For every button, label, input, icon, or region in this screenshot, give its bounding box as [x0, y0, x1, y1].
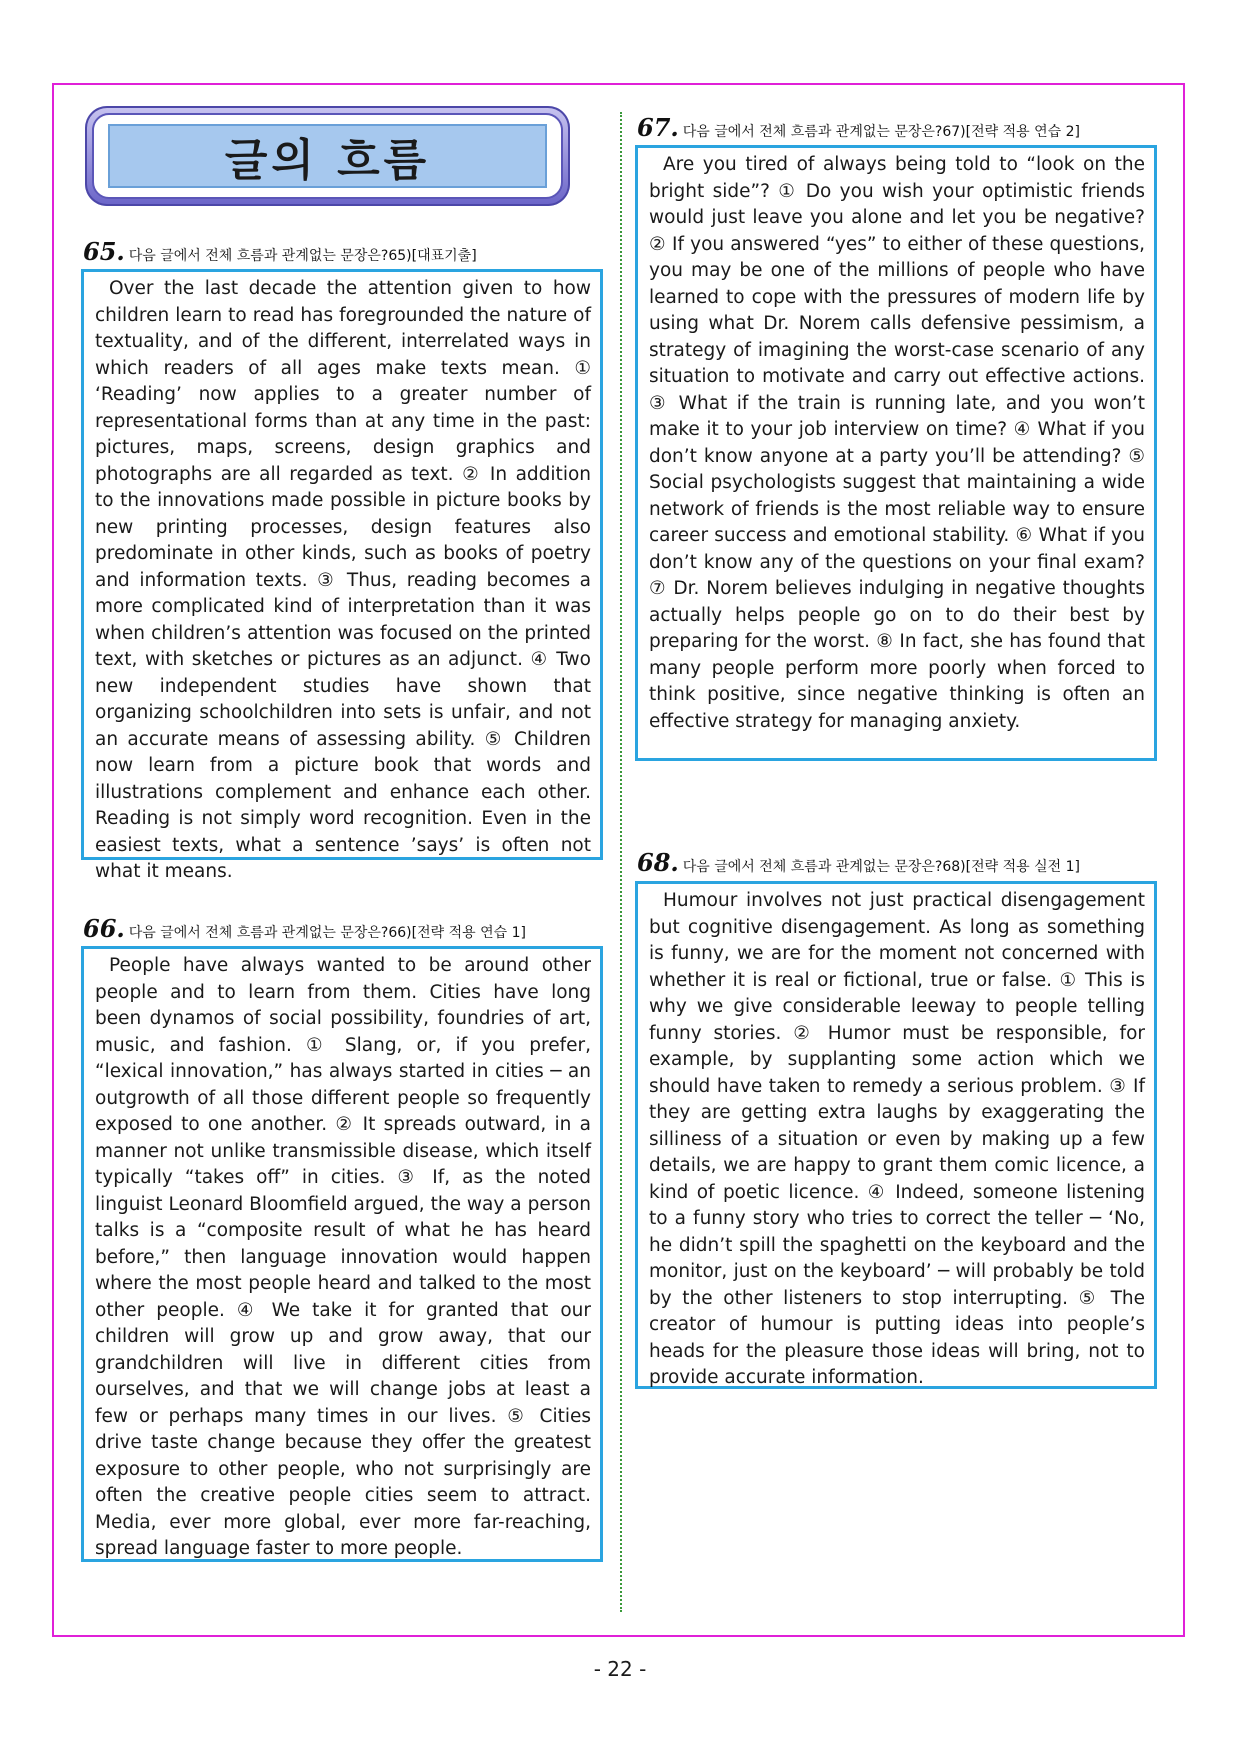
- section-title: 글의 흐름: [224, 135, 431, 186]
- passage-box-66: [81, 946, 603, 1562]
- question-number: 65.: [83, 237, 125, 266]
- title-banner-panel: [108, 124, 547, 188]
- question-number: 67.: [637, 113, 679, 142]
- question-prompt: 다음 글에서 전체 흐름과 관계없는 문장은?68)[전략 적용 실전 1]: [682, 859, 1080, 875]
- page-number: - 22 -: [593, 1657, 647, 1681]
- question-number: 66.: [83, 914, 125, 943]
- passage-box-67: [635, 145, 1157, 761]
- passage-text: Are you tired of always being told to “look on the bright side”? ① Do you wish your optimistic friends would just leave you alone and let you be negative? ② If you answered “yes” to either of these questions, you may be one of the millions of people who have learned to cope with the pressures of modern life by using what Dr. Norem calls defensive pessimism, a strategy of imagining the worst-case scenario of any situation to motivate and carry out effective actions. ③ What if the train is running late, and you won’t make it to your job interview on time? ④ What if you don’t know anyone at a party you’ll be attending? ⑤ Social psychologists suggest that maintaining a wide network of friends is the most reliable way to ensure career success and emotional stability. ⑥ What if you don’t know any of the questions on your final exam? ⑦ Dr. Norem believes indulging in negative thoughts actually helps people go on to do their best by preparing for the worst. ⑧ In fact, she has found that many people perform more poorly when forced to think positive, since negative thinking is often an effective strategy for managing anxiety.: [649, 154, 1145, 732]
- passage-text: Over the last decade the attention given to how children learn to read has foregrounded the nature of textuality, and of the different, interrelated ways in which readers of all ages make texts mean. ① ‘Reading’ now applies to a greater number of representational forms than at any time in the past: pictures, maps, screens, design graphics and photographs are all regarded as text. ② In addition to the innovations made possible in picture books by new printing processes, design features also predominate in other kinds, such as books of poetry and information texts. ③ Thus, reading becomes a more complicated kind of interpretation than it was when children’s attention was focused on the printed text, with sketches or pictures as an adjunct. ④ Two new independent studies have shown that organizing schoolchildren into sets is unfair, and not an accurate means of assessing ability. ⑤ Children now learn from a picture book that words and illustrations complement and enhance each other. Reading is not simply word recognition. Even in the easiest texts, what a sentence ’says’ is often not what it means.: [95, 278, 591, 882]
- question-header-65: [83, 237, 477, 266]
- question-prompt: 다음 글에서 전체 흐름과 관계없는 문장은?67)[전략 적용 연습 2]: [682, 124, 1080, 140]
- question-header-68: [637, 848, 1080, 877]
- passage-text: Humour involves not just practical disengagement but cognitive disengagement. As long as something is funny, we are for the moment not concerned with whether it is real or fictional, true or false. ① This is why we give considerable leeway to people telling funny stories. ② Humor must be responsible, for example, by supplanting some action which we should have taken to remedy a serious problem. ③ If they are getting extra laughs by exaggerating the silliness of a situation or even by making up a few details, we are happy to grant them comic licence, a kind of poetic licence. ④ Indeed, someone listening to a funny story who tries to correct the teller ─ ‘No, he didn’t spill the spaghetti on the keyboard and the monitor, just on the keyboard’ ─ will probably be told by the other listeners to stop interrupting. ⑤ The creator of humour is putting ideas into people’s heads for the pleasure those ideas will bring, not to provide accurate information.: [649, 890, 1145, 1388]
- question-header-67: [637, 113, 1080, 142]
- question-header-66: [83, 914, 526, 943]
- question-prompt: 다음 글에서 전체 흐름과 관계없는 문장은?66)[전략 적용 연습 1]: [128, 925, 526, 941]
- column-divider: [620, 112, 622, 1612]
- question-prompt: 다음 글에서 전체 흐름과 관계없는 문장은?65)[대표기출]: [128, 248, 477, 264]
- title-banner-border: [92, 113, 563, 199]
- passage-box-68: [635, 881, 1157, 1389]
- passage-text: People have always wanted to be around other people and to learn from them. Cities have long been dynamos of social possibility, foundries of art, music, and fashion. ① Slang, or, if you prefer, “lexical innovation,” has always started in cities ─ an outgrowth of all those different people so frequently exposed to one another. ② It spreads outward, in a manner not unlike transmissible disease, which itself typically “takes off” in cities. ③ If, as the noted linguist Leonard Bloomfield argued, the way a person talks is a “composite result of what he has heard before,” then language innovation would happen where the most people heard and talked to the most other people. ④ We take it for granted that our children will grow up and grow away, that our grandchildren will live in different cities from ourselves, and that we will change jobs at least a few or perhaps many times in our lives. ⑤ Cities drive taste change because they offer the greatest exposure to other people, who not surprisingly are often the creative people cities seem to attract. Media, ever more global, ever more far-reaching, spread language faster to more people.: [95, 955, 591, 1559]
- section-title-banner: [85, 106, 570, 206]
- passage-box-65: [81, 269, 603, 882]
- question-number: 68.: [637, 848, 679, 877]
